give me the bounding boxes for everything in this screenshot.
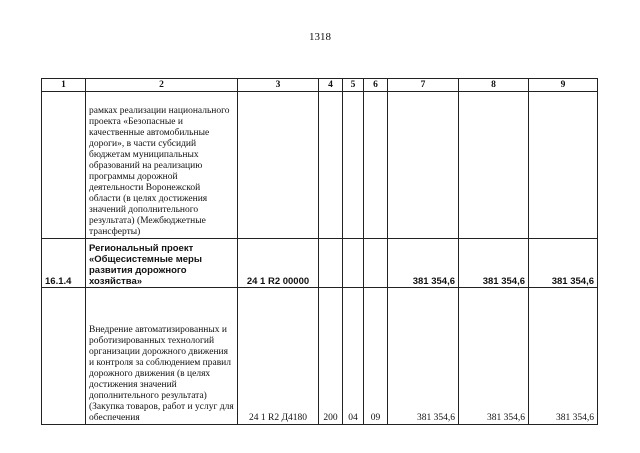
header-cell: 5 — [343, 79, 364, 92]
row-vr — [319, 239, 343, 288]
table-row — [42, 288, 598, 425]
row-year3: 381 354,6 — [529, 239, 598, 288]
page-number: 1318 — [309, 31, 331, 43]
row-code — [42, 92, 86, 239]
row-code: 16.1.4 — [42, 239, 86, 288]
row-pr — [364, 239, 388, 288]
row-rz — [343, 92, 364, 239]
table-header-row — [42, 79, 598, 92]
header-cell: 4 — [319, 79, 343, 92]
budget-table — [41, 78, 598, 425]
row-name: Региональный проект «Общесистемные меры развития дорожного хозяйства» — [86, 239, 238, 288]
header-cell: 7 — [388, 79, 459, 92]
row-year3 — [529, 92, 598, 239]
row-year1: 381 354,6 — [388, 239, 459, 288]
row-name: Внедрение автоматизированных и роботизированных технологий организации дорожного движения и контроля за соблюдением правил дорожного движения (в целях достижения значений дополнительного результата) (Закупка товаров, работ и услуг для обеспечения — [86, 288, 238, 425]
row-code — [42, 288, 86, 425]
row-pr: 09 — [364, 288, 388, 425]
header-cell: 8 — [459, 79, 529, 92]
row-vr — [319, 92, 343, 239]
row-name: рамках реализации национального проекта «Безопасные и качественные автомобильные дороги», в части субсидий бюджетам муниципальных образований на реализацию программы дорожной деятельности Воронежской области (в целях достижения значений дополнительного результата) (Межбюджетные трансферты) — [86, 92, 238, 239]
header-cell: 3 — [238, 79, 319, 92]
row-year2: 381 354,6 — [459, 239, 529, 288]
row-vr: 200 — [319, 288, 343, 425]
row-year2: 381 354,6 — [459, 288, 529, 425]
header-cell: 9 — [529, 79, 598, 92]
table-row — [42, 92, 598, 239]
row-csr — [238, 92, 319, 239]
row-csr: 24 1 R2 Д4180 — [238, 288, 319, 425]
header-cell: 1 — [42, 79, 86, 92]
header-cell: 6 — [364, 79, 388, 92]
row-year2 — [459, 92, 529, 239]
row-year1 — [388, 92, 459, 239]
table-row — [42, 239, 598, 288]
row-year3: 381 354,6 — [529, 288, 598, 425]
row-rz — [343, 239, 364, 288]
row-year1: 381 354,6 — [388, 288, 459, 425]
row-csr: 24 1 R2 00000 — [238, 239, 319, 288]
header-cell: 2 — [86, 79, 238, 92]
row-rz: 04 — [343, 288, 364, 425]
row-pr — [364, 92, 388, 239]
